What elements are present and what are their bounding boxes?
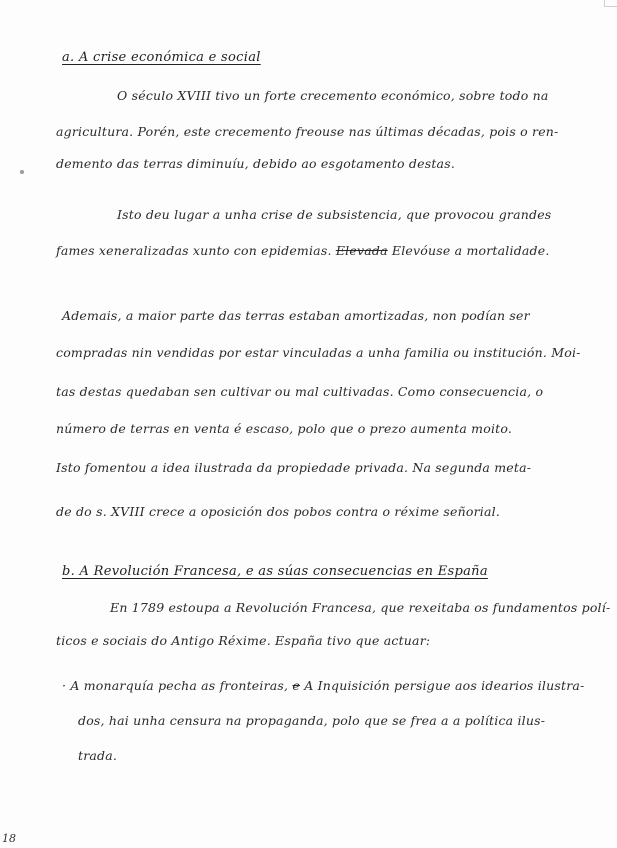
section-a-line-10: Isto fomentou a idea ilustrada da propiedade privada. Na segunda meta- <box>56 460 532 475</box>
section-a-line-9: número de terras en venta é escaso, polo que o prezo aumenta moito. <box>56 421 513 436</box>
section-a-line-3: demento das terras diminuíu, debido ao esgotamento destas. <box>56 156 455 171</box>
section-a-line-5-end: Elevóuse a mortalidade. <box>391 243 550 258</box>
section-a-line-5 <box>56 243 550 258</box>
section-a-line-1: O século XVIII tivo un forte crecemento económico, sobre todo na <box>117 88 549 103</box>
section-b-line-4: dos, hai unha censura na propaganda, polo que se frea a a política ilus- <box>78 713 546 728</box>
punch-hole-dot <box>20 170 24 174</box>
struck-letter: e <box>292 678 301 693</box>
section-a-line-2: agricultura. Porén, este crecemento freouse nas últimas décadas, pois o ren- <box>56 124 559 139</box>
section-a-line-5-text: fames xeneralizadas xunto con epidemias. <box>56 243 332 258</box>
section-a-line-7: compradas nin vendidas por estar vinculadas a unha familia ou institución. Moi- <box>56 345 581 360</box>
section-b-line-1: En 1789 estoupa a Revolución Francesa, que rexeitaba os fundamentos polí- <box>110 600 611 615</box>
section-b-heading: b. A Revolución Francesa, e as súas consecuencias en España <box>62 564 488 579</box>
section-b-line-5: trada. <box>78 748 118 763</box>
section-b-line-2: ticos e sociais do Antigo Réxime. España tivo que actuar: <box>56 633 431 648</box>
section-a-heading: a. A crise económica e social <box>62 50 261 65</box>
struck-word: Elevada <box>335 243 388 258</box>
section-a-line-11: de do s. XVIII crece a oposición dos pobos contra o réxime señorial. <box>56 504 501 519</box>
section-b-line-3-end: A Inquisición persigue aos idearios ilustra- <box>304 678 585 693</box>
section-b-line-3-start: · A monarquía pecha as fronteiras, <box>62 678 289 693</box>
section-a-line-4: Isto deu lugar a unha crise de subsistencia, que provocou grandes <box>117 207 552 222</box>
page-corner-mark <box>604 0 617 7</box>
section-b-line-3 <box>62 678 584 693</box>
section-a-line-8: tas destas quedaban sen cultivar ou mal cultivadas. Como consecuencia, o <box>56 384 544 399</box>
page-number: 18 <box>2 832 16 845</box>
section-a-line-6: Ademais, a maior parte das terras estaban amortizadas, non podían ser <box>62 308 530 323</box>
